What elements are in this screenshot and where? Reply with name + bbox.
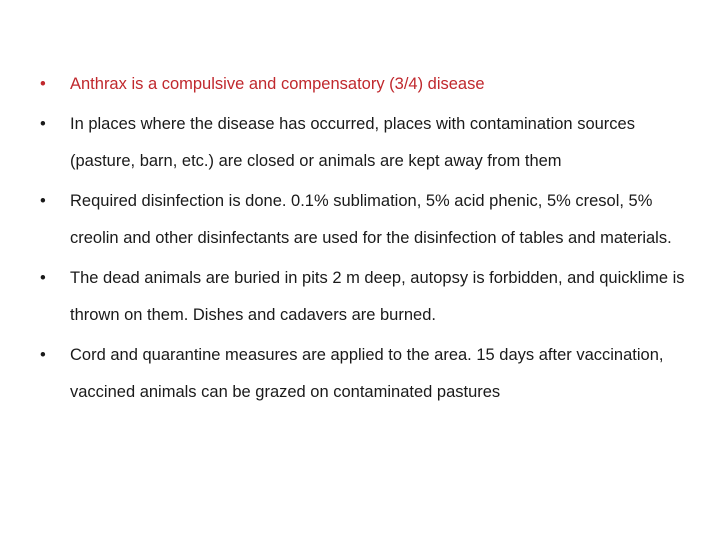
bullet-text: Cord and quarantine measures are applied to the area. 15 days after vaccination, vaccined animals can be grazed on contaminated pastures: [70, 346, 664, 401]
bullet-item-dead-animals: [40, 260, 700, 334]
bullet-list: [40, 66, 700, 414]
bullet-dot-icon: •: [40, 192, 46, 210]
bullet-item-contamination: [40, 106, 700, 180]
bullet-text: Required disinfection is done. 0.1% sublimation, 5% acid phenic, 5% cresol, 5% creolin and other disinfectants are used for the disinfection of tables and materials.: [70, 192, 672, 247]
bullet-item-quarantine: [40, 337, 700, 411]
bullet-text: In places where the disease has occurred, places with contamination sources (pasture, barn, etc.) are closed or animals are kept away from them: [70, 115, 635, 170]
bullet-dot-icon: •: [40, 346, 46, 364]
bullet-dot-icon: •: [40, 75, 46, 93]
bullet-text: Anthrax is a compulsive and compensatory (3/4) disease: [70, 75, 485, 93]
bullet-dot-icon: •: [40, 115, 46, 133]
bullet-dot-icon: •: [40, 269, 46, 287]
bullet-item-disinfection: [40, 183, 700, 257]
bullet-item-anthrax: [40, 66, 700, 103]
bullet-text: The dead animals are buried in pits 2 m deep, autopsy is forbidden, and quicklime is thrown on them. Dishes and cadavers are burned.: [70, 269, 685, 324]
